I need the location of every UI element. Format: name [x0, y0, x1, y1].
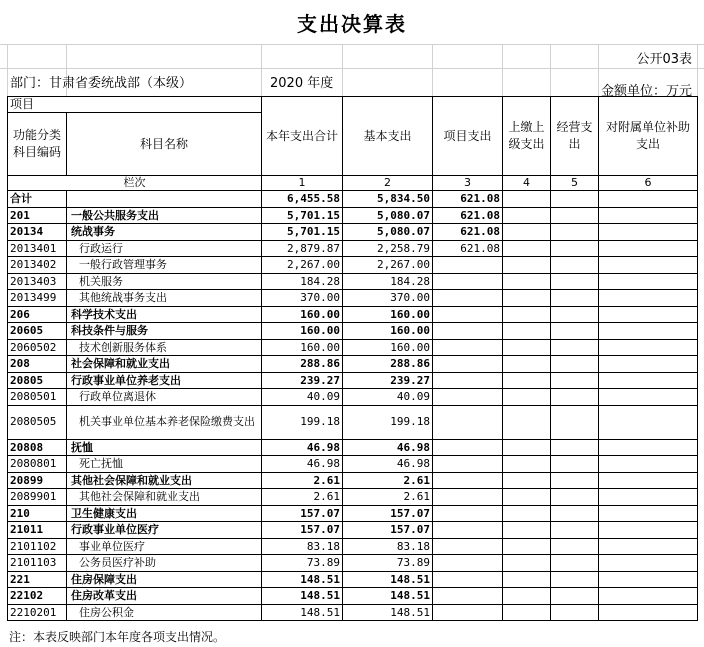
affiliated-value	[599, 538, 698, 555]
basic-value: 83.18	[343, 538, 433, 555]
table-row	[8, 339, 698, 356]
total-value: 148.51	[262, 604, 343, 621]
affiliated-value	[599, 489, 698, 506]
operating-value	[551, 588, 599, 605]
project-value	[433, 505, 503, 522]
project-value	[433, 522, 503, 539]
table-row	[8, 405, 698, 439]
upper-value	[503, 439, 551, 456]
project-value	[433, 339, 503, 356]
subject-name: 行政事业单位医疗	[67, 522, 262, 539]
total-value: 46.98	[262, 439, 343, 456]
table-row	[8, 555, 698, 572]
total-value: 73.89	[262, 555, 343, 572]
upper-value	[503, 290, 551, 307]
total-value: 46.98	[262, 456, 343, 473]
affiliated-value	[599, 339, 698, 356]
upper-value	[503, 472, 551, 489]
basic-value: 46.98	[343, 456, 433, 473]
subject-code: 210	[8, 505, 67, 522]
total-value: 148.51	[262, 588, 343, 605]
upper-value	[503, 571, 551, 588]
upper-value	[503, 489, 551, 506]
table-row	[8, 224, 698, 241]
subject-code: 2013499	[8, 290, 67, 307]
project-value	[433, 571, 503, 588]
total-value: 148.51	[262, 571, 343, 588]
upper-value	[503, 372, 551, 389]
header-column-order: 栏次	[8, 176, 262, 191]
table-row	[8, 240, 698, 257]
basic-value: 148.51	[343, 588, 433, 605]
upper-value	[503, 389, 551, 406]
table-row	[8, 389, 698, 406]
subject-code: 221	[8, 571, 67, 588]
operating-value	[551, 240, 599, 257]
subject-code: 2060502	[8, 339, 67, 356]
subject-name: 卫生健康支出	[67, 505, 262, 522]
total-value: 6,455.58	[262, 191, 343, 208]
project-value	[433, 588, 503, 605]
upper-value	[503, 405, 551, 439]
table-row	[8, 472, 698, 489]
project-value	[433, 604, 503, 621]
subject-name: 事业单位医疗	[67, 538, 262, 555]
subject-name: 行政单位离退休	[67, 389, 262, 406]
header-basic: 基本支出	[343, 97, 433, 176]
project-value: 621.08	[433, 240, 503, 257]
affiliated-value	[599, 356, 698, 373]
total-value: 157.07	[262, 505, 343, 522]
basic-value: 46.98	[343, 439, 433, 456]
total-value: 288.86	[262, 356, 343, 373]
subject-name: 一般公共服务支出	[67, 207, 262, 224]
header-project: 项目支出	[433, 97, 503, 176]
table-row	[8, 522, 698, 539]
table-row	[8, 456, 698, 473]
affiliated-value	[599, 306, 698, 323]
project-value	[433, 555, 503, 572]
affiliated-value	[599, 555, 698, 572]
operating-value	[551, 372, 599, 389]
upper-value	[503, 356, 551, 373]
footnote: 注：本表反映部门本年度各项支出情况。	[9, 630, 226, 644]
table-row	[8, 538, 698, 555]
subject-name: 科技条件与服务	[67, 323, 262, 340]
total-value: 160.00	[262, 323, 343, 340]
page-title: 支出决算表	[297, 12, 407, 36]
subject-code: 2080801	[8, 456, 67, 473]
col-num: 2	[343, 176, 433, 191]
affiliated-value	[599, 323, 698, 340]
basic-value: 5,080.07	[343, 224, 433, 241]
subject-name: 机关服务	[67, 273, 262, 290]
upper-value	[503, 224, 551, 241]
project-value	[433, 405, 503, 439]
basic-value: 73.89	[343, 555, 433, 572]
year-label: 2020 年度	[270, 76, 334, 91]
project-value	[433, 489, 503, 506]
basic-value: 184.28	[343, 273, 433, 290]
affiliated-value	[599, 207, 698, 224]
subject-name	[67, 191, 262, 208]
table-row	[8, 439, 698, 456]
operating-value	[551, 389, 599, 406]
affiliated-value	[599, 604, 698, 621]
subject-name: 行政运行	[67, 240, 262, 257]
total-value: 157.07	[262, 522, 343, 539]
total-value: 5,701.15	[262, 224, 343, 241]
project-value	[433, 290, 503, 307]
subject-code: 2013401	[8, 240, 67, 257]
upper-value	[503, 538, 551, 555]
table-row	[8, 604, 698, 621]
subject-code: 2101102	[8, 538, 67, 555]
subject-code: 2080505	[8, 405, 67, 439]
project-value	[433, 472, 503, 489]
total-value: 5,701.15	[262, 207, 343, 224]
project-value: 621.08	[433, 224, 503, 241]
table-row	[8, 191, 698, 208]
operating-value	[551, 356, 599, 373]
header-upper: 上缴上级支出	[503, 97, 551, 176]
col-num: 4	[503, 176, 551, 191]
subject-name: 行政事业单位养老支出	[67, 372, 262, 389]
affiliated-value	[599, 505, 698, 522]
basic-value: 157.07	[343, 505, 433, 522]
upper-value	[503, 306, 551, 323]
project-value	[433, 372, 503, 389]
project-value	[433, 306, 503, 323]
basic-value: 5,834.50	[343, 191, 433, 208]
header-operating: 经营支出	[551, 97, 599, 176]
upper-value	[503, 207, 551, 224]
affiliated-value	[599, 240, 698, 257]
total-value: 40.09	[262, 389, 343, 406]
affiliated-value	[599, 522, 698, 539]
basic-value: 148.51	[343, 571, 433, 588]
basic-value: 160.00	[343, 323, 433, 340]
affiliated-value	[599, 372, 698, 389]
operating-value	[551, 555, 599, 572]
subject-name: 科学技术支出	[67, 306, 262, 323]
unit-label: 金额单位：万元	[600, 84, 692, 99]
subject-code: 2013403	[8, 273, 67, 290]
subject-name: 住房保障支出	[67, 571, 262, 588]
upper-value	[503, 555, 551, 572]
subject-code: 20605	[8, 323, 67, 340]
total-value: 2,879.87	[262, 240, 343, 257]
upper-value	[503, 604, 551, 621]
table-row	[8, 257, 698, 274]
affiliated-value	[599, 439, 698, 456]
operating-value	[551, 439, 599, 456]
subject-name: 其他统战事务支出	[67, 290, 262, 307]
subject-code: 20134	[8, 224, 67, 241]
subject-code: 206	[8, 306, 67, 323]
project-value	[433, 356, 503, 373]
table-row	[8, 372, 698, 389]
upper-value	[503, 505, 551, 522]
upper-value	[503, 240, 551, 257]
table-row	[8, 290, 698, 307]
operating-value	[551, 522, 599, 539]
project-value	[433, 273, 503, 290]
basic-value: 2,258.79	[343, 240, 433, 257]
subject-code: 2089901	[8, 489, 67, 506]
subject-name: 抚恤	[67, 439, 262, 456]
project-value	[433, 456, 503, 473]
project-value	[433, 538, 503, 555]
operating-value	[551, 224, 599, 241]
col-num: 1	[262, 176, 343, 191]
table-row	[8, 588, 698, 605]
table-row	[8, 306, 698, 323]
header-func-code: 功能分类科目编码	[8, 113, 67, 176]
operating-value	[551, 207, 599, 224]
basic-value: 5,080.07	[343, 207, 433, 224]
operating-value	[551, 306, 599, 323]
upper-value	[503, 323, 551, 340]
affiliated-value	[599, 257, 698, 274]
subject-name: 机关事业单位基本养老保险缴费支出	[67, 405, 262, 439]
upper-value	[503, 588, 551, 605]
operating-value	[551, 604, 599, 621]
basic-value: 288.86	[343, 356, 433, 373]
subject-code: 20899	[8, 472, 67, 489]
subject-name: 统战事务	[67, 224, 262, 241]
affiliated-value	[599, 224, 698, 241]
affiliated-value	[599, 571, 698, 588]
department-label: 部门：甘肃省委统战部（本级）	[10, 76, 193, 91]
upper-value	[503, 339, 551, 356]
affiliated-value	[599, 191, 698, 208]
header-item: 项目	[8, 97, 262, 113]
basic-value: 370.00	[343, 290, 433, 307]
col-num: 5	[551, 176, 599, 191]
affiliated-value	[599, 405, 698, 439]
subject-code: 20805	[8, 372, 67, 389]
basic-value: 160.00	[343, 306, 433, 323]
basic-value: 157.07	[343, 522, 433, 539]
subject-code: 201	[8, 207, 67, 224]
total-value: 160.00	[262, 339, 343, 356]
table-row	[8, 489, 698, 506]
operating-value	[551, 323, 599, 340]
subject-code: 208	[8, 356, 67, 373]
subject-name: 社会保障和就业支出	[67, 356, 262, 373]
total-value: 2.61	[262, 489, 343, 506]
subject-code: 合计	[8, 191, 67, 208]
subject-name: 死亡抚恤	[67, 456, 262, 473]
project-value	[433, 257, 503, 274]
operating-value	[551, 489, 599, 506]
project-value: 621.08	[433, 191, 503, 208]
upper-value	[503, 257, 551, 274]
subject-code: 21011	[8, 522, 67, 539]
basic-value: 2.61	[343, 472, 433, 489]
basic-value: 2,267.00	[343, 257, 433, 274]
total-value: 2,267.00	[262, 257, 343, 274]
header-affiliated: 对附属单位补助支出	[599, 97, 698, 176]
operating-value	[551, 257, 599, 274]
affiliated-value	[599, 472, 698, 489]
operating-value	[551, 538, 599, 555]
subject-name: 住房公积金	[67, 604, 262, 621]
operating-value	[551, 505, 599, 522]
col-num: 3	[433, 176, 503, 191]
basic-value: 148.51	[343, 604, 433, 621]
basic-value: 239.27	[343, 372, 433, 389]
affiliated-value	[599, 456, 698, 473]
operating-value	[551, 191, 599, 208]
total-value: 370.00	[262, 290, 343, 307]
operating-value	[551, 456, 599, 473]
subject-code: 2101103	[8, 555, 67, 572]
subject-code: 22102	[8, 588, 67, 605]
subject-code: 20808	[8, 439, 67, 456]
project-value	[433, 439, 503, 456]
operating-value	[551, 472, 599, 489]
subject-name: 公务员医疗补助	[67, 555, 262, 572]
affiliated-value	[599, 290, 698, 307]
basic-value: 160.00	[343, 339, 433, 356]
header-total: 本年支出合计	[262, 97, 343, 176]
affiliated-value	[599, 588, 698, 605]
table-row	[8, 323, 698, 340]
total-value: 160.00	[262, 306, 343, 323]
upper-value	[503, 522, 551, 539]
project-value	[433, 389, 503, 406]
table-row	[8, 273, 698, 290]
total-value: 2.61	[262, 472, 343, 489]
operating-value	[551, 339, 599, 356]
basic-value: 40.09	[343, 389, 433, 406]
subject-code: 2080501	[8, 389, 67, 406]
operating-value	[551, 290, 599, 307]
expenditure-table	[7, 96, 698, 621]
table-row	[8, 571, 698, 588]
subject-name: 技术创新服务体系	[67, 339, 262, 356]
affiliated-value	[599, 273, 698, 290]
affiliated-value	[599, 389, 698, 406]
col-num: 6	[599, 176, 698, 191]
upper-value	[503, 456, 551, 473]
table-number: 公开03表	[636, 52, 692, 67]
total-value: 239.27	[262, 372, 343, 389]
upper-value	[503, 273, 551, 290]
subject-name: 其他社会保障和就业支出	[67, 472, 262, 489]
table-row	[8, 505, 698, 522]
project-value	[433, 323, 503, 340]
basic-value: 199.18	[343, 405, 433, 439]
total-value: 184.28	[262, 273, 343, 290]
table-row	[8, 207, 698, 224]
total-value: 199.18	[262, 405, 343, 439]
table-row	[8, 356, 698, 373]
operating-value	[551, 571, 599, 588]
operating-value	[551, 273, 599, 290]
project-value: 621.08	[433, 207, 503, 224]
basic-value: 2.61	[343, 489, 433, 506]
subject-name: 住房改革支出	[67, 588, 262, 605]
subject-name: 其他社会保障和就业支出	[67, 489, 262, 506]
subject-code: 2210201	[8, 604, 67, 621]
total-value: 83.18	[262, 538, 343, 555]
subject-code: 2013402	[8, 257, 67, 274]
subject-name: 一般行政管理事务	[67, 257, 262, 274]
operating-value	[551, 405, 599, 439]
header-subject-name: 科目名称	[67, 113, 262, 176]
upper-value	[503, 191, 551, 208]
